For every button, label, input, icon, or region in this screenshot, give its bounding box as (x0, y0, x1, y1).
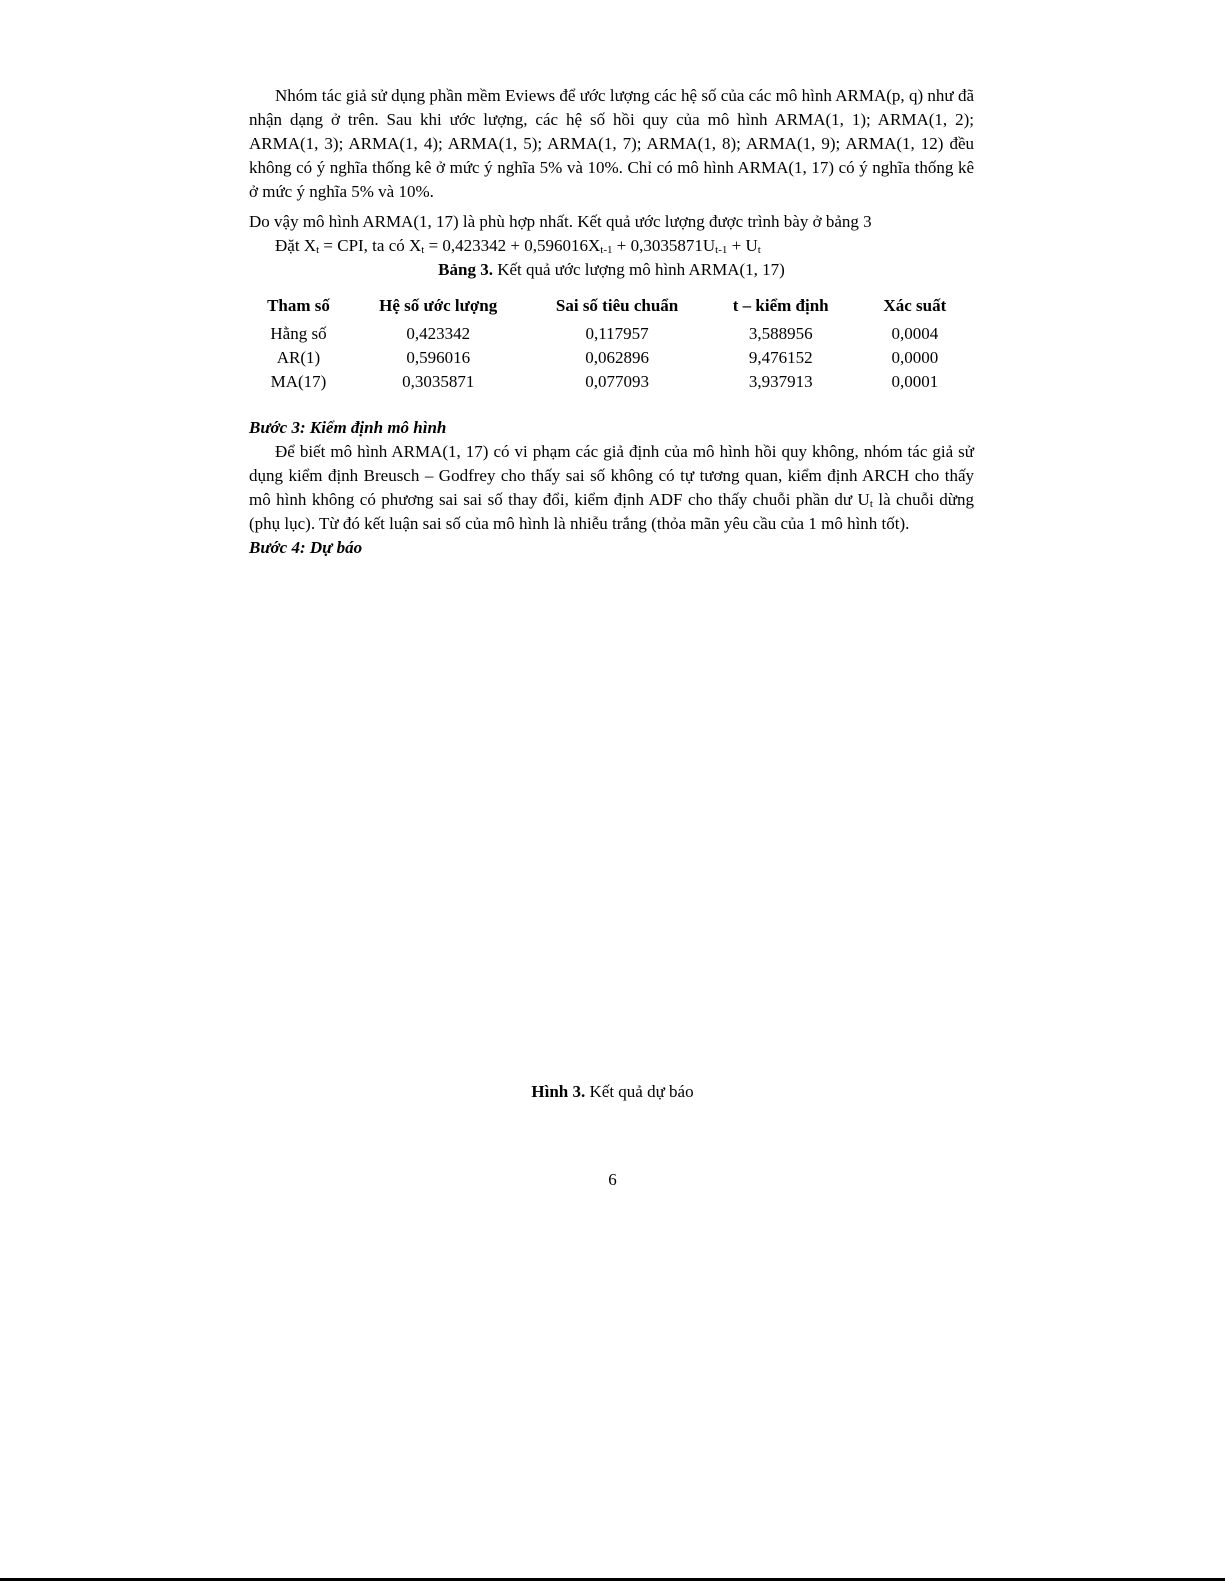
table-cell: 9,476152 (748, 348, 813, 367)
paragraph-model-testing: Để biết mô hình ARMA(1, 17) có vi phạm các giả định của mô hình hồi quy không, nhóm tác giả sử dụng kiểm định Breusch – Godfrey cho thấy sai số không có tự tương quan, kiểm định ARCH cho thấy mô hình không có phương sai sai số thay đổi, kiểm định ADF cho thấy chuỗi phần dư $U_t$ là chuỗi dừng (phụ lục). Từ đó kết luận sai số của mô hình là nhiễu trắng (thỏa mãn yêu cầu của 1 mô hình tốt). (249, 442, 974, 533)
table-cell: 0,0001 (891, 372, 939, 391)
table-cell: 0,077093 (585, 372, 649, 391)
table-cell: 0,117957 (585, 324, 649, 343)
table-cell: 0,0000 (891, 348, 939, 367)
section-heading-step4: Bước 4: Dự báo (249, 538, 363, 557)
results-table (249, 292, 974, 394)
table-cell: 0,423342 (406, 324, 471, 343)
section-heading-step3: Bước 3: Kiểm định mô hình (249, 418, 447, 437)
table-cell: MA(17) (270, 372, 327, 391)
table-header-row (249, 292, 974, 322)
paragraph-estimation: Nhóm tác giả sử dụng phần mềm Eviews để ước lượng các hệ số của các mô hình ARMA(p, q) như đã nhận dạng ở trên. Sau khi ước lượng, các hệ số hồi quy của mô hình ARMA(1, 1); ARMA(1, 2); ARMA(1, 3); ARMA(1, 4); ARMA(1, 5); ARMA(1, 7); ARMA(1, 8); ARMA(1, 9); ARMA(1, 12) đều không có ý nghĩa thống kê ở mức ý nghĩa 5% và 10%. Chỉ có mô hình ARMA(1, 17) có ý nghĩa thống kê ở mức ý nghĩa 5% và 10%. (249, 86, 974, 201)
table-row (249, 322, 974, 346)
column-header: t – kiểm định (732, 296, 829, 315)
page-number: 6 (608, 1170, 617, 1189)
table-row (249, 370, 974, 394)
column-header: Hệ số ước lượng (379, 296, 498, 315)
table-cell: 0,0004 (891, 324, 939, 343)
column-header: Tham số (267, 296, 330, 315)
paragraph-conclusion: Do vậy mô hình ARMA(1, 17) là phù hợp nhất. Kết quả ước lượng được trình bày ở bảng 3 (249, 212, 872, 231)
table-cell: 0,062896 (585, 348, 649, 367)
table-cell: AR(1) (276, 348, 321, 367)
column-header: Xác suất (883, 296, 947, 315)
table-cell: 3,937913 (748, 372, 813, 391)
table-caption: Bảng 3. Kết quả ước lượng mô hình ARMA(1, 17) (438, 260, 785, 279)
table-cell: Hằng số (270, 324, 327, 343)
bottom-border-line (0, 1578, 1225, 1581)
column-header: Sai số tiêu chuẩn (555, 296, 679, 315)
model-equation: Đặt $X_t$ = CPI, ta có $X_t = 0,423342 + 0,596016X_{t-1} + 0,3035871U_{t-1} + U_t$ (275, 236, 761, 256)
table-row (249, 346, 974, 370)
table-cell: 0,596016 (406, 348, 471, 367)
figure-caption: Hình 3. Kết quả dự báo (531, 1082, 694, 1101)
table-cell: 3,588956 (748, 324, 813, 343)
document-body (249, 84, 974, 560)
table-cell: 0,3035871 (402, 372, 475, 391)
